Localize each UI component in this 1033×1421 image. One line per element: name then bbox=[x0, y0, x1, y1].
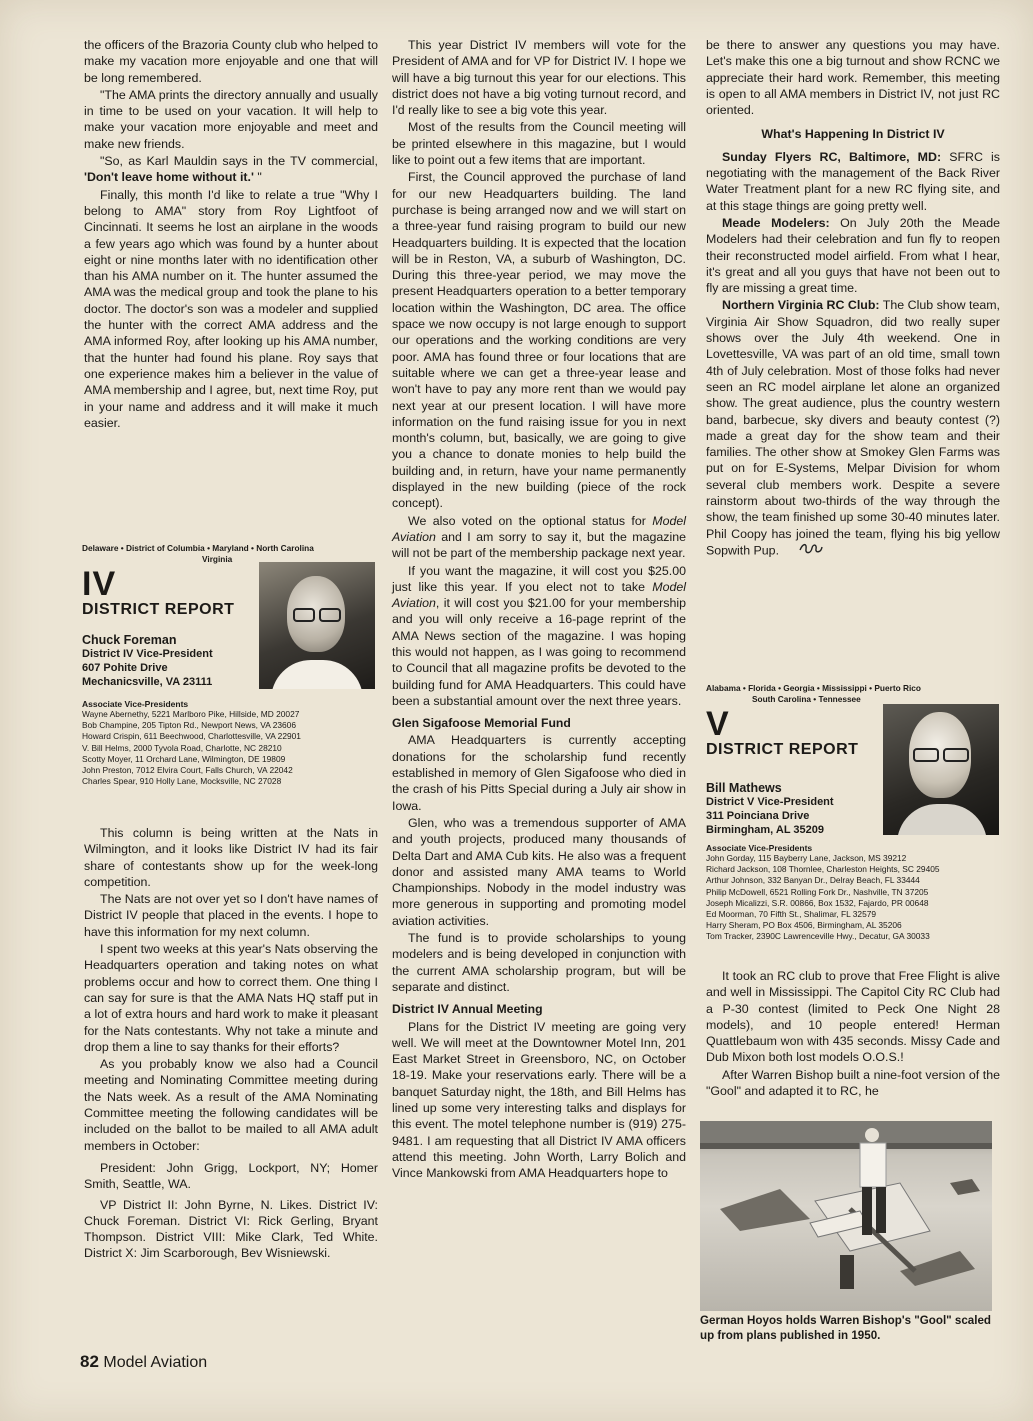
assoc-item: V. Bill Helms, 2000 Tyvola Road, Charlotte, NC 28210 bbox=[82, 742, 282, 753]
paragraph: As you probably know we also had a Council meeting and Nominating Committee meeting during the Nats week. As a result of the AMA Nominating Committee meeting the following candidates will be included on the ballot to be mailed to all AMA adult members in October: bbox=[84, 1057, 378, 1153]
paragraph: The Nats are not over yet so I don't have names of District IV people that placed in the events. I hope to have this information for my next column. bbox=[84, 892, 378, 939]
assoc-item: Scotty Moyer, 11 Orchard Lane, Wilmington, DE 19809 bbox=[82, 753, 286, 764]
vp-name: Chuck Foreman bbox=[82, 633, 177, 647]
vp-city: Mechanicsville, VA 23111 bbox=[82, 676, 213, 688]
paragraph: VP District II: John Byrne, N. Likes. District IV: Chuck Foreman. District VI: Rick Gerling, Bryant Thompson. District VIII: Mike Clark, Ted White. District X: Jim Scarborough, Bev Wisniewski. bbox=[84, 1197, 378, 1261]
assoc-item: Harry Sheram, PO Box 4506, Birmingham, AL 35206 bbox=[706, 920, 902, 931]
column-1 bbox=[84, 37, 378, 432]
section-heading: What's Happening In District IV bbox=[761, 127, 945, 142]
paragraph: This column is being written at the Nats in Wilmington, and it looks like District IV had its fair share of contestants show up for the week-long competition. bbox=[84, 826, 378, 889]
assoc-item: Howard Crispin, 611 Beechwood, Charlottesville, VA 22901 bbox=[82, 731, 301, 742]
paragraph: President: John Grigg, Lockport, NY; Homer Smith, Seattle, WA. bbox=[84, 1160, 378, 1192]
paragraph: It took an RC club to prove that Free Flight is alive and well in Mississippi. The Capitol City RC Club had a P-30 contest (limited to Peck One Night 28 models), and 10 people entered! Herman Quattlebaum won with 435 seconds. Missy Cade and Dub Mixon both lost models O.O.S.! bbox=[706, 969, 1000, 1065]
assoc-heading: Associate Vice-Presidents bbox=[82, 699, 189, 709]
paragraph: I spent two weeks at this year's Nats observing the Headquarters operation and taking notes on what problems occur and how to correct them. One thing I can say for sure is that the AMA Nats HQ staff put in a lot of extra hours and hard work to make it pleasant for the Nats contestants. Why not take a minute and drop them a line to say thanks for their efforts? bbox=[84, 942, 378, 1054]
paragraph: First, the Council approved the purchase of land for our new Headquarters building. The land purchase is being arranged now and we will start on a three-year fund raising program to build our new Headquarters building. It is expected that the location will be in Reston, VA, a suburb of Washington, DC. During this three-year period, we may move the present Headquarters operation to a better temporary location within the Washington, DC area. The office space we now occupy is not large enough to support our operations and the working conditions are very poor. AMA has found three or four locations that are suitable where we can get a three-year lease and won't have to pay any more rent than we would pay next year at our present location. I will have more information on the fund raising issue for you in next month's column, but, basically, we are going to give you a chance to donate monies to help build the building and, in return, have your name permanently displayed in the new building (piece of the rock concept). bbox=[392, 170, 686, 511]
page-footer bbox=[80, 1352, 207, 1372]
paragraph: the officers of the Brazoria County club who helped to make my vacation more enjoyable and one that will be long remembered. bbox=[84, 38, 378, 85]
assoc-list bbox=[82, 709, 382, 787]
photo-gool-model bbox=[700, 1121, 992, 1311]
vp-role: District V Vice-President bbox=[706, 796, 834, 808]
assoc-item: Philip McDowell, 6521 Rolling Fork Dr., Nashville, TN 37205 bbox=[706, 886, 929, 897]
district-numeral: IV bbox=[82, 565, 117, 603]
paragraph: If you want the magazine, it will cost you $25.00 just like this year. If you elect not to take Model Aviation, it will cost you $21.00 for your membership and you will only receive a 16-page reprint of the AMA News section of the magazine. I was hoping this would not happen, as I was going to recommend to Council that all magazine profits be devoted to the building fund for AMA Headquarters. This could have been a substantial amount over the next three years. bbox=[392, 563, 686, 708]
paragraph: Sunday Flyers RC, Baltimore, MD: SFRC is negotiating with the management of the Back River Water Treatment plant for a new RC flying site, and at this stage things are going pretty well. bbox=[706, 149, 1000, 213]
paragraph: Glen, who was a tremendous supporter of AMA and youth projects, produced many thousands of Delta Dart and AMA Cub kits. He also was a frequent donor and assisted many AMA teams to World Championships. Nobody in the model industry was more generous in supporting and promoting model aviation activities. bbox=[392, 815, 686, 928]
magazine-name: Model Aviation bbox=[103, 1354, 208, 1371]
assoc-item: Ed Moorman, 70 Fifth St., Shalimar, FL 32579 bbox=[706, 909, 877, 920]
paragraph: After Warren Bishop built a nine-foot version of the "Gool" and adapted it to RC, he bbox=[706, 1067, 1000, 1099]
paragraph: Northern Virginia RC Club: The Club show team, Virginia Air Show Squadron, did two really super shows over the July 4th weekend. One in Lovettesville, VA was part of an old time, small town 4th of July celebration. Most of those folks had never seen an RC model airplane let alone an organized show. The great audience, plus the country western band, barbecue, sky divers and beauty contest (?) made a great day for the show team and their families. The other show at Smokey Glen Farms was put on for E-Systems, Melpar Division for whom several club members work. Despite a severe rainstorm about two-thirds of the way through the show, the team finished up some 30-40 minutes later. Phil Coopy has joined the team, flying his big yellow Sopwith Pup. bbox=[706, 297, 1000, 560]
paragraph: Plans for the District IV meeting are going very well. We will meet at the Downtowner Motel Inn, 201 East Market Street in Greensboro, NC, on October 18-19. Make your reservations early. There will be a banquet Saturday night, the 18th, and Bill Helms has lined up some very interesting talks and displays for this event. The motel telephone number is (919) 275-9481. I am requesting that all District IV AMA officers attend this meeting. John Worth, Larry Bolich and Vince Mankowski from AMA Headquarters hope to bbox=[392, 1019, 686, 1181]
paragraph: We also voted on the optional status for Model Aviation and I am sorry to say it, but the magazine will not be part of the membership package next year. bbox=[392, 513, 686, 561]
vp-address: 311 Poinciana Drive bbox=[706, 810, 810, 822]
photo-caption: German Hoyos holds Warren Bishop's "Gool" scaled up from plans published in 1950. bbox=[700, 1314, 991, 1342]
vp-city: Birmingham, AL 35209 bbox=[706, 824, 824, 836]
assoc-item: Wayne Abernethy, 5221 Marlboro Pike, Hillside, MD 20027 bbox=[82, 709, 300, 719]
vp-role: District IV Vice-President bbox=[82, 648, 213, 660]
vp-name: Bill Mathews bbox=[706, 781, 782, 795]
paragraph: be there to answer any questions you may have. Let's make this one a big turnout and show RCNC we appreciate their hard work. Remember, this meeting is open to all AMA members in District IV, not just RC oriented. bbox=[706, 38, 1000, 118]
paragraph: This year District IV members will vote for the President of AMA and for VP for District IV. I hope we will have a big turnout this year for our elections. This district does not have a big voting turnout record, and I'd really like to see a big vote this year. bbox=[392, 38, 686, 118]
signature-mark-icon bbox=[782, 542, 824, 560]
column-2 bbox=[392, 37, 686, 1182]
paragraph: Most of the results from the Council meeting will be printed elsewhere in this magazine, but I would like to point out a few items that are important. bbox=[392, 120, 686, 168]
assoc-item: John Gorday, 115 Bayberry Lane, Jackson, MS 39212 bbox=[706, 853, 907, 863]
paragraph: "So, as Karl Mauldin says in the TV commercial, 'Don't leave home without it.' " bbox=[84, 154, 378, 185]
district-states: Alabama • Florida • Georgia • Mississippi • Puerto Rico bbox=[706, 683, 921, 693]
assoc-item: John Preston, 7012 Elvira Court, Falls Church, VA 22042 bbox=[82, 765, 293, 776]
photo-bill-mathews bbox=[883, 704, 999, 835]
section-heading: District IV Annual Meeting bbox=[392, 1002, 543, 1017]
assoc-item: Joseph Micalizzi, S.R. 00866, Box 1532, Fajardo, PR 00648 bbox=[706, 897, 929, 908]
district-states: South Carolina • Tennessee bbox=[752, 694, 861, 704]
paragraph: The fund is to provide scholarships to young modelers and is being developed in conjunction with the current AMA scholarship program, but will be separate and distinct. bbox=[392, 931, 686, 994]
district-title: DISTRICT REPORT bbox=[82, 601, 235, 618]
paragraph: "The AMA prints the directory annually and usually in time to be used on your vacation. It will help to make your vacation more enjoyable and meet and make new friends. bbox=[84, 87, 378, 151]
assoc-item: Richard Jackson, 108 Thornlee, Charleston Heights, SC 29405 bbox=[706, 864, 940, 875]
paragraph: Finally, this month I'd like to relate a true "Why I belong to AMA" story from Roy Lightfoot of Cincinnati. It seems he lost an airplane in the woods a few years ago which was found by a hunter about eight or nine months later with no identification other than his AMA number on it. The hunter assumed the AMA was the medical group and took the plane to his doctor. The doctor's son was a modeler and supplied the hunter with the correct AMA address and the AMA informed Roy, after looking up his AMA number, that the hunter had found his plane. Roy says that one experience makes him a believer in the value of AMA membership and I agree, but, next time Roy, put in your name and address and it will make it much easier. bbox=[84, 187, 378, 430]
assoc-item: Charles Spear, 910 Holly Lane, Mocksville, NC 27028 bbox=[82, 776, 282, 787]
vp-address: 607 Pohite Drive bbox=[82, 662, 168, 674]
district-numeral: V bbox=[706, 705, 730, 743]
assoc-list bbox=[706, 853, 1006, 943]
assoc-item: Arthur Johnson, 332 Banyan Dr., Delray Beach, FL 33444 bbox=[706, 875, 920, 886]
assoc-item: Bob Champine, 205 Tipton Rd., Newport News, VA 23606 bbox=[82, 720, 296, 731]
photo-chuck-foreman bbox=[259, 562, 375, 689]
assoc-heading: Associate Vice-Presidents bbox=[706, 843, 813, 853]
page-number: 82 bbox=[80, 1352, 99, 1371]
paragraph: AMA Headquarters is currently accepting donations for the scholarship fund recently established in memory of Glen Sigafoose who died in the crash of his Pitts Special during a July air show in Iowa. bbox=[392, 733, 686, 813]
section-heading: Glen Sigafoose Memorial Fund bbox=[392, 716, 571, 731]
assoc-item: Tom Tracker, 2390C Lawrenceville Hwy., Decatur, GA 30033 bbox=[706, 931, 930, 942]
paragraph: Meade Modelers: On July 20th the Meade Modelers had their celebration and fun fly to reopen their reconstructed model airfield. From what I hear, it's great and all you guys that have not been out to fly are missing a great time. bbox=[706, 215, 1000, 296]
column-3-lower bbox=[706, 968, 1000, 1100]
column-1-lower bbox=[84, 825, 378, 1263]
district-states: Delaware • District of Columbia • Maryland • North Carolina bbox=[82, 543, 314, 553]
district-title: DISTRICT REPORT bbox=[706, 741, 859, 758]
column-3 bbox=[706, 37, 1000, 561]
district-states: Virginia bbox=[202, 554, 233, 564]
